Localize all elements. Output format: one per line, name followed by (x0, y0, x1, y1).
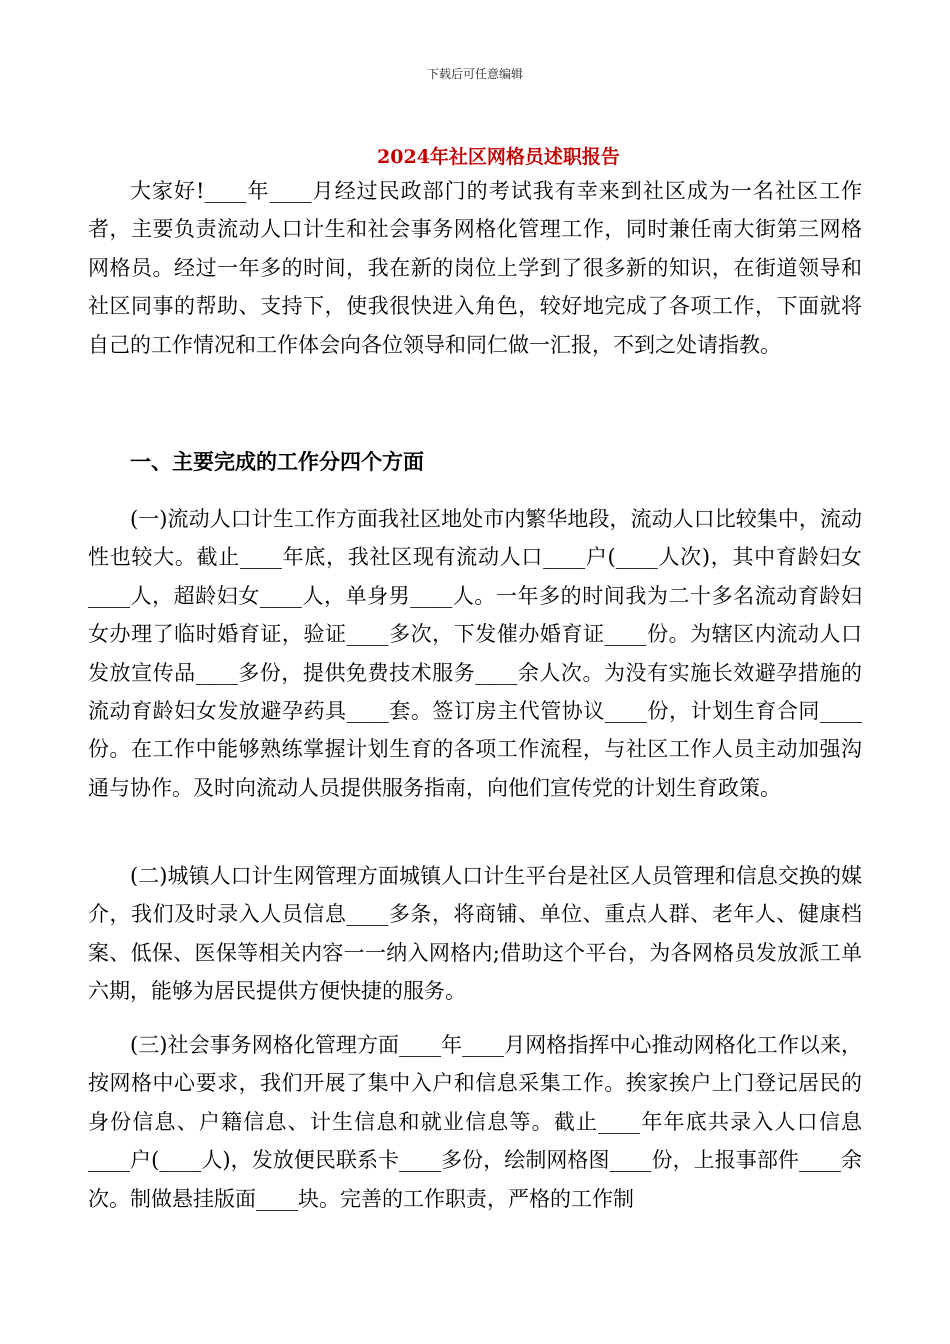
paragraph-floating-population: (一)流动人口计生工作方面我社区地处市内繁华地段，流动人口比较集中，流动性也较大。截止____年底，我社区现有流动人口____户(____人次)，其中育龄妇女____人，超龄妇女____人，单身男____人。一年多的时间我为二十多名流动育龄妇女办理了临时婚育证，验证____多次，下发催办婚育证____份。为辖区内流动人口发放宣传品____多份，提供免费技术服务____余人次。为没有实施长效避孕措施的流动育龄妇女发放避孕药具____套。签订房主代管协议____份，计划生育合同____份。在工作中能够熟练掌握计划生育的各项工作流程，与社区工作人员主动加强沟通与协作。及时向流动人员提供服务指南，向他们宣传党的计划生育政策。 (88, 507, 862, 800)
intro-paragraph: 大家好!____年____月经过民政部门的考试我有幸来到社区成为一名社区工作者，主要负责流动人口计生和社会事务网格化管理工作，同时兼任南大街第三网格网格员。经过一年多的时间，我在新的岗位上学到了很多新的知识，在街道领导和社区同事的帮助、支持下，使我很快进入角色，较好地完成了各项工作，下面就将自己的工作情况和工作体会向各位领导和同仁做一汇报，不到之处请指教。 (88, 179, 862, 357)
paragraph-grid-management: (三)社会事务网格化管理方面____年____月网格指挥中心推动网格化工作以来，按网格中心要求，我们开展了集中入户和信息采集工作。挨家挨户上门登记居民的身份信息、户籍信息、计生信息和就业信息等。截止____年年底共录入人口信息____户(____人)，发放便民联系卡____多份，绘制网格图____份，上报事部件____余次。制做悬挂版面____块。完善的工作职责，严格的工作制 (88, 1033, 862, 1211)
document-title: 2024年社区网格员述职报告 (377, 146, 620, 168)
header-note: 下载后可任意编辑 (426, 67, 523, 81)
paragraph-urban-population: (二)城镇人口计生网管理方面城镇人口计生平台是社区人员管理和信息交换的媒介，我们及时录入人员信息____多条，将商铺、单位、重点人群、老年人、健康档案、低保、医保等相关内容一一纳入网格内;借助这个平台，为各网格员发放派工单六期，能够为居民提供方便快捷的服务。 (88, 864, 862, 1004)
section-heading: 一、主要完成的工作分四个方面 (130, 449, 424, 474)
